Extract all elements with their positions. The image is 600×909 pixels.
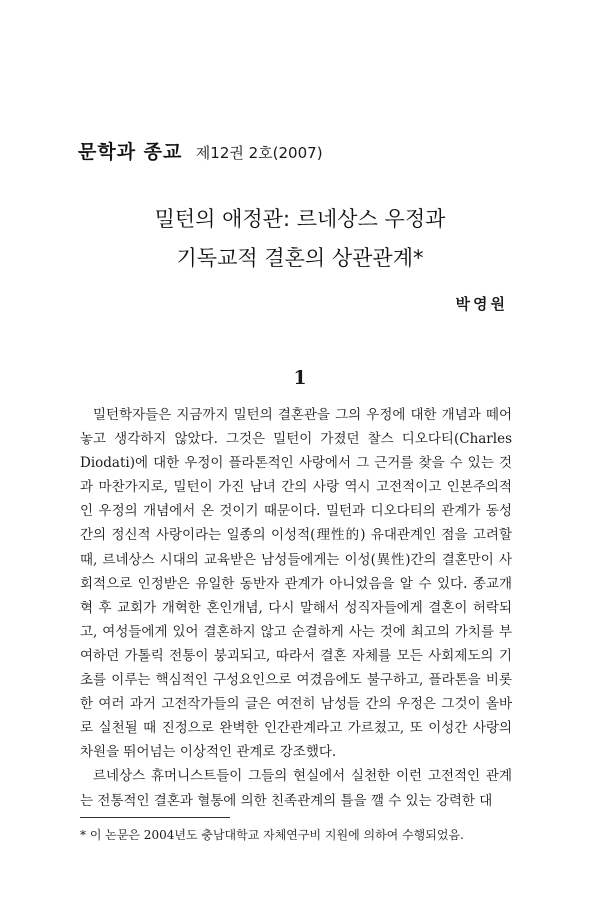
body-text (80, 403, 512, 813)
footnote: * 이 논문은 2004년도 충남대학교 자체연구비 지원에 의하여 수행되었음. (80, 828, 464, 842)
journal-title: 문학과 종교 (78, 141, 183, 163)
article-title-line1: 밀턴의 애정관: 르네상스 우정과 (154, 207, 446, 231)
journal-issue: 제12권 2호(2007) (195, 144, 323, 162)
section-number: 1 (293, 367, 307, 389)
journal-header (78, 141, 323, 164)
paragraph-1: 밀턴학자들은 지금까지 밀턴의 결혼관을 그의 우정에 대한 개념과 떼어놓고 생각하지 않았다. 그것은 밀턴이 가졌던 찰스 디오다티(Charles Diodati)에 대한 우정이 플라톤적인 사랑에서 그 근거를 찾을 수 있는 것과 마찬가지로, 밀턴이 가진 남녀 간의 사랑 역시 고전적이고 인본주의적인 우정의 개념에서 온 것이기 때문이다. 밀턴과 디오다티의 관계가 동성간의 정신적 사랑이라는 일종의 이성적(理性的) 유대관계인 점을 고려할 때, 르네상스 시대의 교육받은 남성들에게는 이성(異性)간의 결혼만이 사회적으로 인정받은 유일한 동반자 관계가 아니었음을 알 수 있다. 종교개혁 후 교회가 개혁한 혼인개념, 다시 말해서 성직자들에게 결혼이 허락되고, 여성들에게 있어 결혼하지 않고 순결하게 사는 것에 최고의 가치를 부여하던 가톨릭 전통이 붕괴되고, 따라서 결혼 자체를 모든 사회제도의 기초를 이루는 핵심적인 구성요인으로 여겼음에도 불구하고, 플라톤을 비롯한 여러 과거 고전작가들의 글은 여전히 남성들 간의 우정은 그것이 올바로 실천될 때 진정으로 완벽한 인간관계라고 가르쳤고, 또 이성간 사랑의 차원을 뛰어넘는 이상적인 관계로 강조했다. (80, 407, 512, 761)
paragraph-2: 르네상스 휴머니스트들이 그들의 현실에서 실천한 이런 고전적인 관계는 전통적인 결혼과 혈통에 의한 친족관계의 틀을 깰 수 있는 강력한 대 (80, 768, 512, 809)
footnote-divider (80, 817, 230, 818)
article-title-line2: 기독교적 결혼의 상관관계* (176, 246, 424, 270)
author-name: 박영원 (455, 295, 508, 313)
